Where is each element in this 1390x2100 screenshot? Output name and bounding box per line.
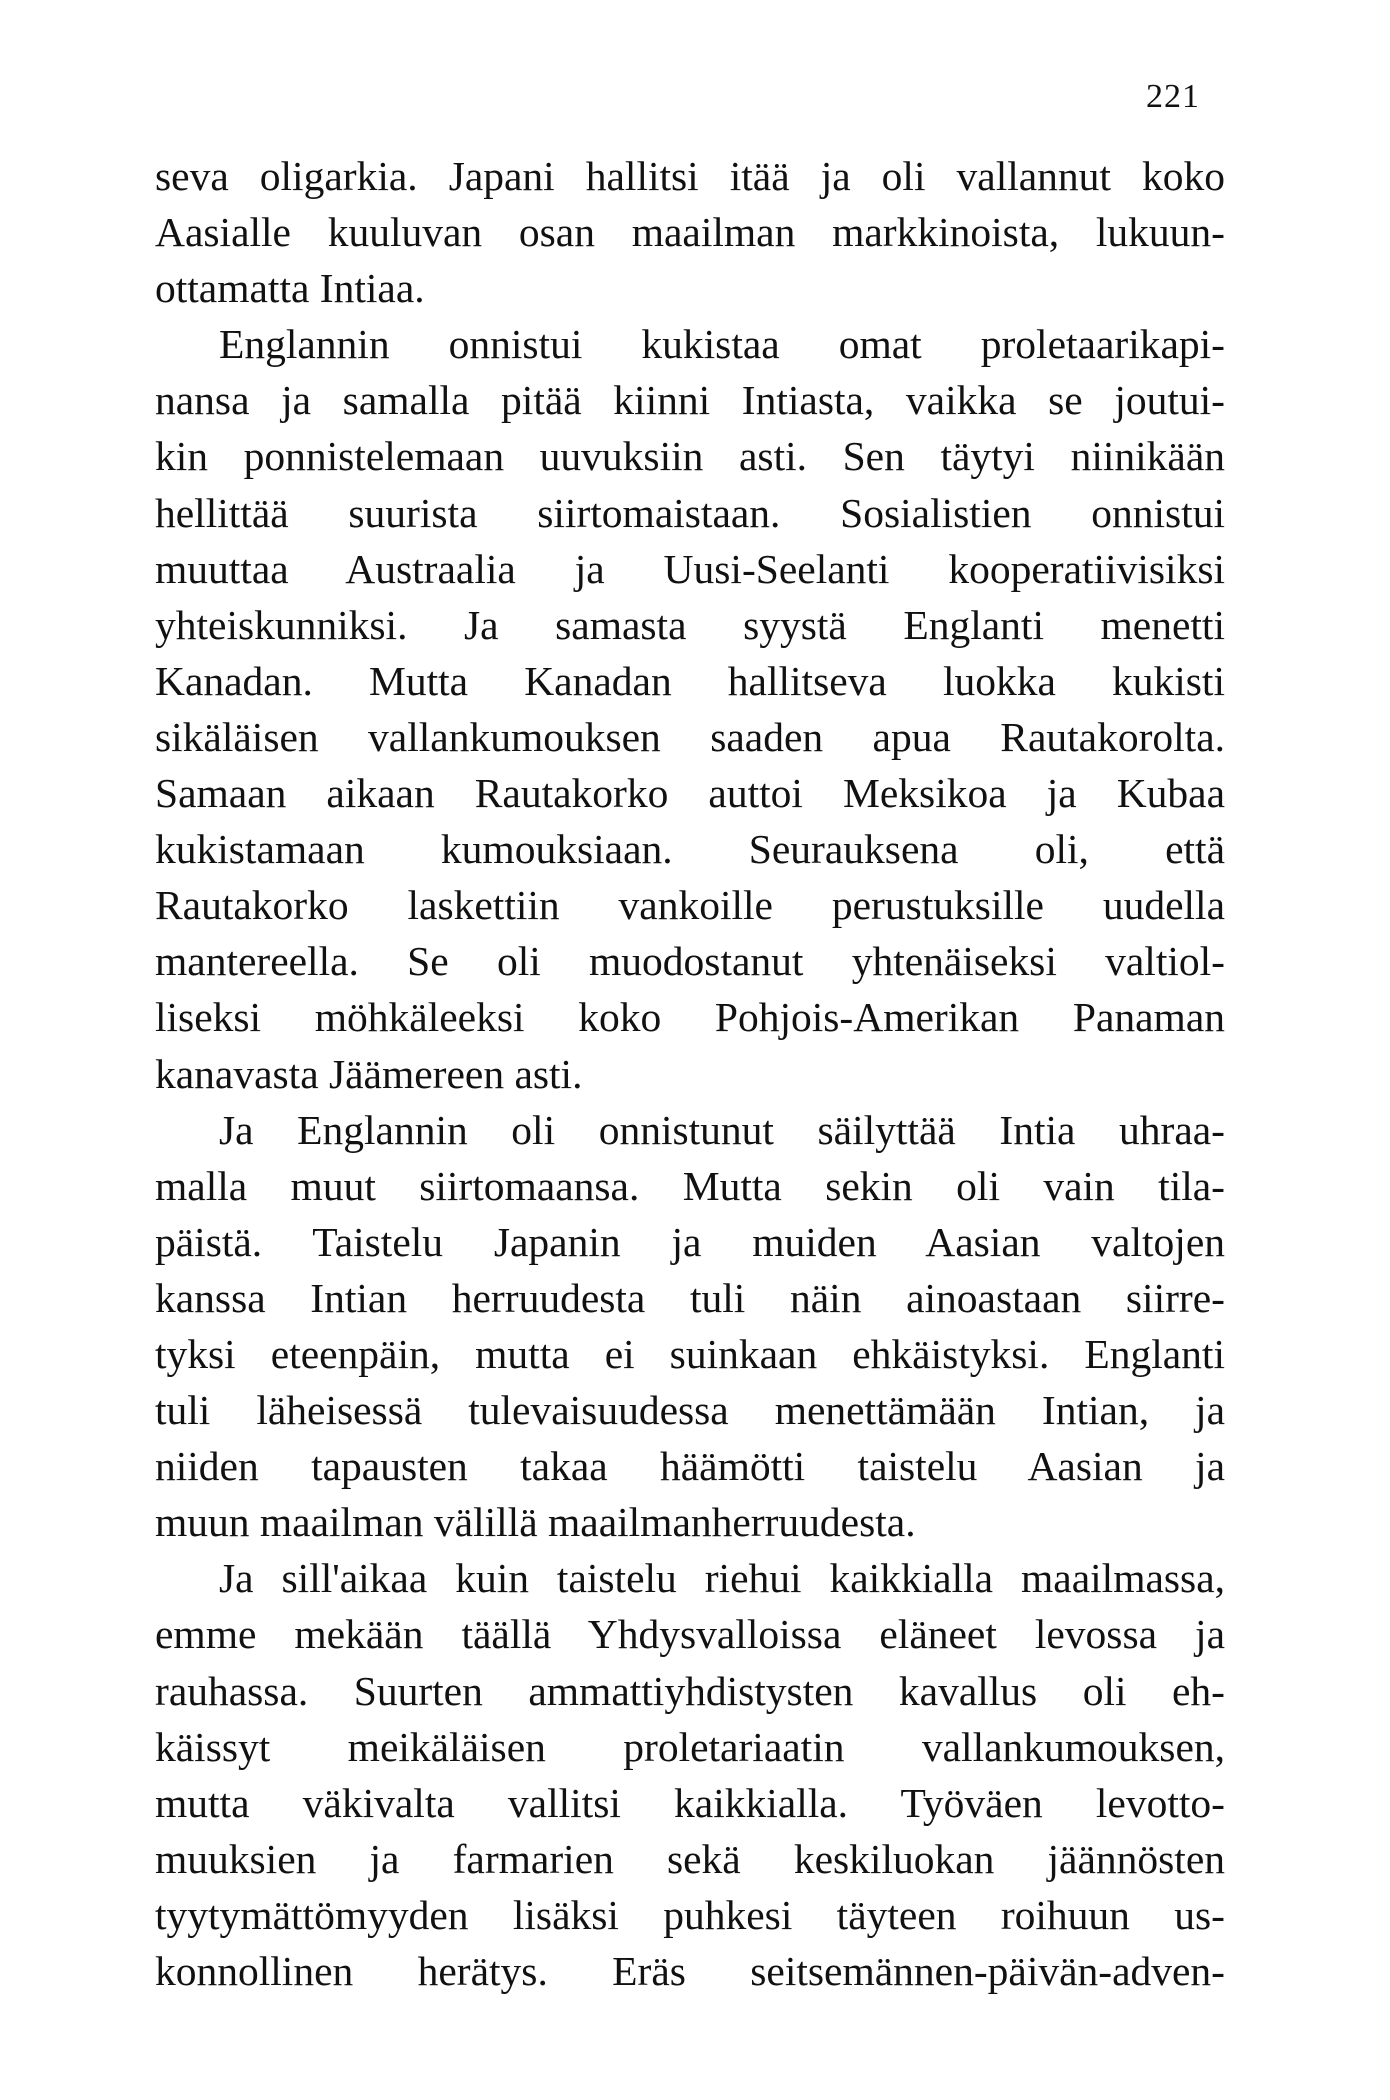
text-line: emme mekään täällä Yhdysvalloissa eläneet levossa ja	[155, 1611, 1225, 1658]
text-line: mantereella. Se oli muodostanut yhtenäiseksi valtiol-	[155, 938, 1225, 985]
text-line: Samaan aikaan Rautakorko auttoi Meksikoa ja Kubaa	[155, 770, 1225, 817]
text-line: malla muut siirtomaansa. Mutta sekin oli vain tila-	[155, 1162, 1225, 1209]
text-line: tuli läheisessä tulevaisuudessa menettämään Intian, ja	[155, 1387, 1225, 1434]
text-line: muuksien ja farmarien sekä keskiluokan jäännösten	[155, 1835, 1225, 1882]
text-line: sikäläisen vallankumouksen saaden apua Rautakorolta.	[155, 713, 1225, 760]
text-line: rauhassa. Suurten ammattiyhdistysten kavallus oli eh-	[155, 1667, 1225, 1714]
text-line: Englannin onnistui kukistaa omat proletaarikapi-	[219, 321, 1225, 368]
text-line: nansa ja samalla pitää kiinni Intiasta, vaikka se joutui-	[155, 377, 1225, 424]
text-line: muun maailman välillä maailmanherruudesta.	[155, 1499, 916, 1546]
text-line: liseksi möhkäleeksi koko Pohjois-Amerikan Panaman	[155, 994, 1225, 1041]
text-line: tyytymättömyyden lisäksi puhkesi täyteen roihuun us-	[155, 1891, 1225, 1938]
text-line: hellittää suurista siirtomaistaan. Sosialistien onnistui	[155, 489, 1225, 536]
text-line: ottamatta Intiaa.	[155, 265, 425, 312]
text-line: kanssa Intian herruudesta tuli näin ainoastaan siirre-	[155, 1274, 1225, 1321]
text-line: kukistamaan kumouksiaan. Seurauksena oli, että	[155, 826, 1225, 873]
text-line: niiden tapausten takaa häämötti taistelu Aasian ja	[155, 1443, 1225, 1490]
text-line: mutta väkivalta vallitsi kaikkialla. Työväen levotto-	[155, 1779, 1225, 1826]
text-line: kin ponnistelemaan uuvuksiin asti. Sen täytyi niinikään	[155, 433, 1225, 480]
text-line: konnollinen herätys. Eräs seitsemännen-päivän-adven-	[155, 1948, 1225, 1994]
text-line: seva oligarkia. Japani hallitsi itää ja oli vallannut koko	[155, 153, 1225, 199]
text-line: Ja sill'aikaa kuin taistelu riehui kaikkialla maailmassa,	[219, 1555, 1225, 1602]
page-number: 221	[1146, 78, 1200, 115]
text-line: käissyt meikäläisen proletariaatin vallankumouksen,	[155, 1723, 1225, 1770]
text-line: kanavasta Jäämereen asti.	[155, 1050, 583, 1097]
text-line: Aasialle kuuluvan osan maailman markkinoista, lukuun-	[155, 209, 1225, 256]
body-text	[155, 148, 1225, 1999]
text-line: Ja Englannin oli onnistunut säilyttää Intia uhraa-	[219, 1106, 1225, 1153]
text-line: tyksi eteenpäin, mutta ei suinkaan ehkäistyksi. Englanti	[155, 1330, 1225, 1377]
text-line: Rautakorko laskettiin vankoille perustuksille uudella	[155, 882, 1225, 929]
text-line: päistä. Taistelu Japanin ja muiden Aasian valtojen	[155, 1218, 1225, 1265]
text-line: muuttaa Austraalia ja Uusi-Seelanti kooperatiivisiksi	[155, 545, 1225, 592]
text-line: Kanadan. Mutta Kanadan hallitseva luokka kukisti	[155, 657, 1225, 704]
text-line: yhteiskunniksi. Ja samasta syystä Englanti menetti	[155, 601, 1225, 648]
